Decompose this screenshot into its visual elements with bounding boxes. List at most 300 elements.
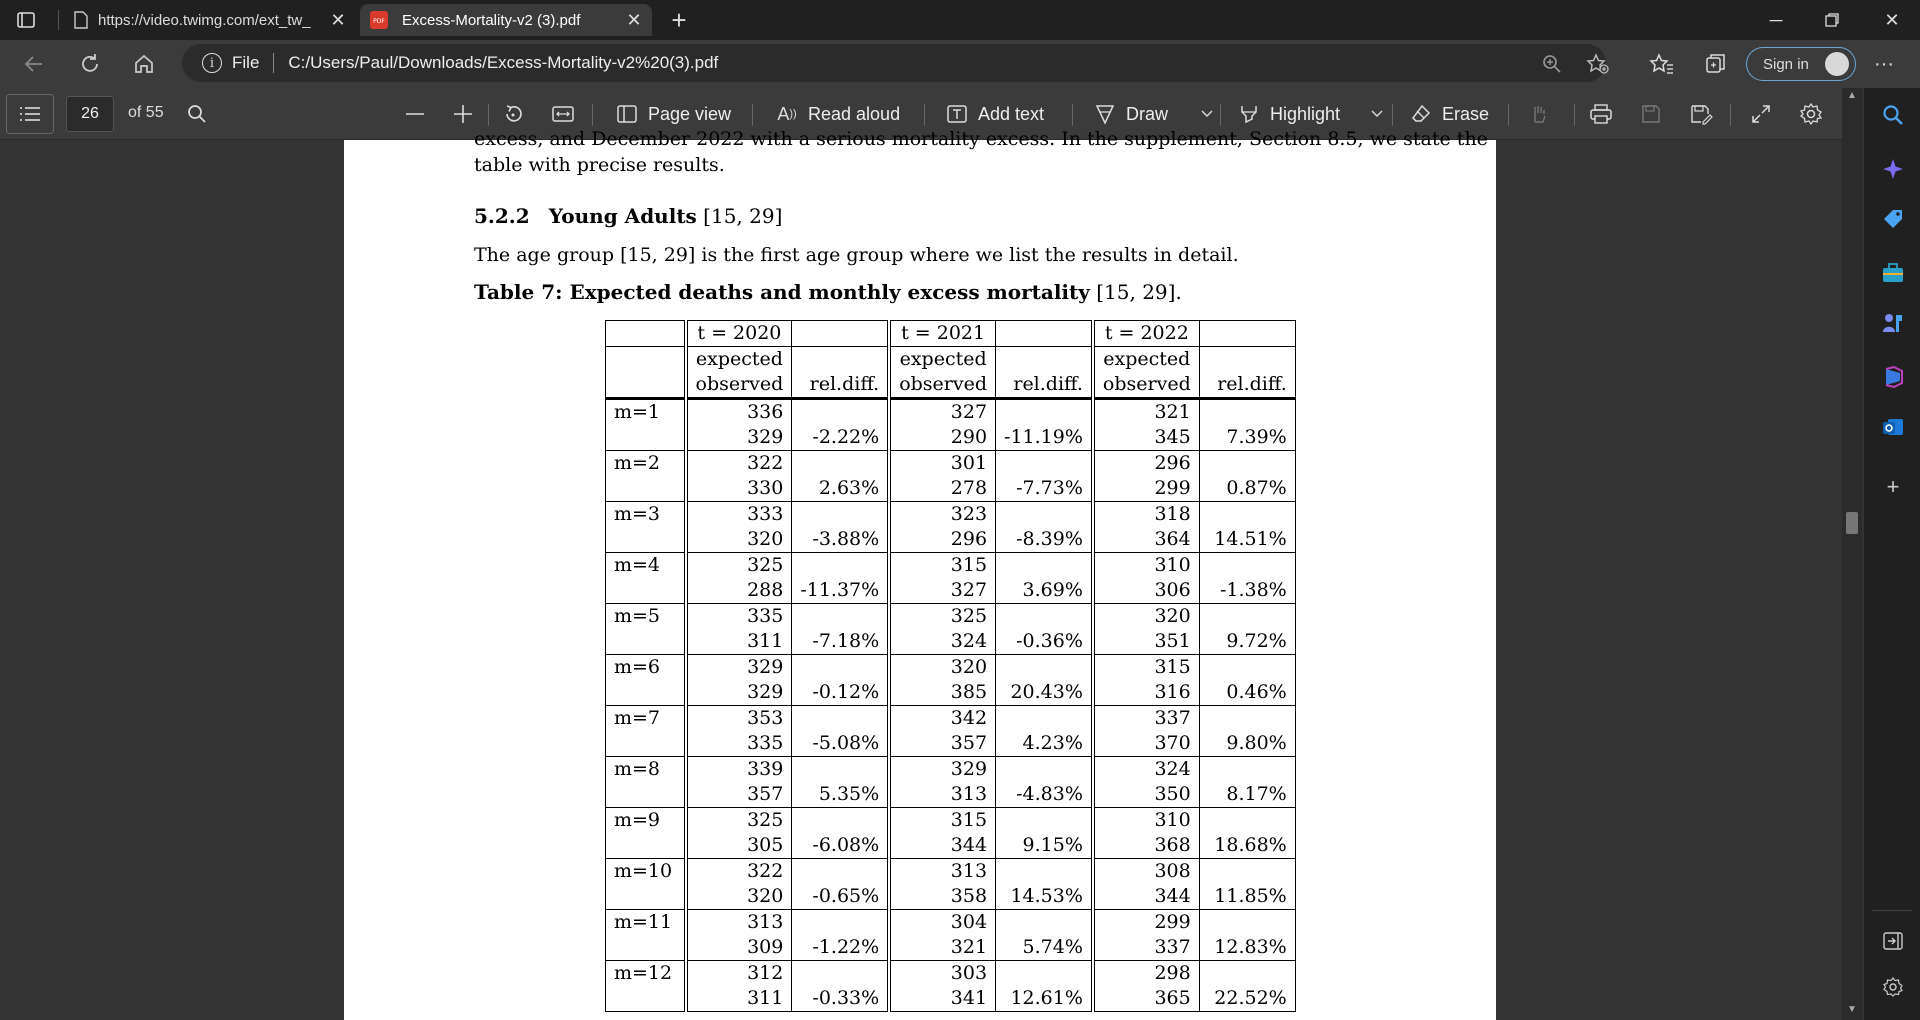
reldiff-cell (792, 655, 889, 706)
outlook-icon[interactable] (1880, 414, 1906, 440)
tab-actions-icon[interactable] (14, 8, 38, 32)
reldiff-value: 12.83% (1214, 936, 1287, 958)
reldiff-cell (996, 757, 1093, 808)
expand-icon (1748, 101, 1774, 127)
add-favorite-icon[interactable] (1584, 50, 1612, 78)
observed-value: 364 (1154, 528, 1191, 550)
section-range: [15, 29] (703, 204, 783, 228)
table-row (606, 706, 1296, 757)
list-icon (20, 107, 40, 121)
observed-value: 278 (950, 477, 988, 499)
reldiff-cell (996, 451, 1093, 502)
reldiff-value: 8.17% (1226, 783, 1287, 805)
chevron-down-icon (1194, 101, 1220, 127)
print-button[interactable] (1588, 98, 1622, 130)
expected-value: 327 (950, 401, 988, 423)
save-icon (1638, 101, 1664, 127)
expected-observed-cell (1093, 604, 1199, 655)
expected-value: 312 (747, 962, 784, 984)
table-header-row (606, 321, 1296, 347)
page-view-button[interactable] (614, 98, 731, 130)
expected-value: 342 (950, 707, 988, 729)
reldiff-value: 7.39% (1226, 426, 1287, 448)
add-sidebar-app-icon[interactable]: + (1886, 474, 1900, 499)
expected-label: expected (899, 348, 987, 370)
reldiff-cell (792, 706, 889, 757)
reldiff-value: 11.85% (1214, 885, 1287, 907)
table-row (606, 502, 1296, 553)
expected-observed-cell (686, 451, 792, 502)
edge-sidebar (1864, 88, 1920, 1020)
address-bar[interactable] (182, 44, 1606, 82)
reldiff-value: 9.15% (1022, 834, 1083, 856)
erase-button[interactable] (1408, 98, 1489, 130)
expected-observed-cell (889, 757, 995, 808)
expected-observed-cell (889, 502, 995, 553)
shopping-tag-icon[interactable] (1880, 206, 1906, 232)
fit-page-button[interactable] (550, 98, 584, 130)
toolbar-divider (1574, 104, 1575, 126)
read-aloud-button[interactable] (774, 98, 900, 130)
month-label: m=9 (606, 808, 686, 859)
observed-value: 320 (747, 885, 784, 907)
table-row (606, 655, 1296, 706)
back-button[interactable] (18, 48, 50, 80)
reldiff-value: 2.63% (818, 477, 880, 499)
reldiff-value: -7.18% (812, 630, 880, 652)
expected-observed-cell (1093, 961, 1199, 1012)
expected-value: 339 (747, 758, 784, 780)
tab-divider (58, 10, 59, 30)
toolbar-divider (1730, 104, 1731, 126)
more-icon[interactable]: ··· (1874, 52, 1894, 75)
month-label: m=11 (606, 910, 686, 961)
reldiff-cell (792, 553, 889, 604)
observed-value: 305 (747, 834, 784, 856)
month-label: m=8 (606, 757, 686, 808)
expected-observed-cell (686, 399, 792, 451)
tab-pdf[interactable] (360, 4, 652, 36)
expected-value: 301 (950, 452, 988, 474)
expected-observed-cell (1093, 451, 1199, 502)
reldiff-cell (996, 961, 1093, 1012)
svg-text:PDF: PDF (373, 18, 385, 25)
expected-observed-cell (889, 655, 995, 706)
observed-value: 311 (747, 630, 784, 652)
expected-value: 353 (747, 707, 784, 729)
reldiff-value: 4.23% (1022, 732, 1083, 754)
reldiff-value: -0.36% (1016, 630, 1083, 652)
search-icon[interactable] (1880, 102, 1906, 128)
expected-observed-header (889, 347, 995, 399)
reldiff-header: rel.diff. (1199, 347, 1295, 399)
observed-value: 341 (950, 987, 988, 1009)
reldiff-cell (996, 910, 1093, 961)
reldiff-cell (996, 399, 1093, 451)
observed-value: 345 (1154, 426, 1191, 448)
reldiff-cell (1199, 399, 1295, 451)
expected-observed-header (686, 347, 792, 399)
expected-observed-cell (686, 961, 792, 1012)
hide-sidebar-icon[interactable] (1880, 928, 1906, 954)
reldiff-value: 20.43% (1010, 681, 1083, 703)
cut-off-text-line: excess, and December 2022 with a serious mortality excess. In the supplement, Section 8.5, we state the (474, 128, 1488, 150)
observed-value: 299 (1154, 477, 1191, 499)
year-header: t = 2021 (889, 321, 995, 347)
fullscreen-button[interactable] (1748, 98, 1782, 130)
reldiff-value: 5.74% (1022, 936, 1083, 958)
reldiff-cell (792, 808, 889, 859)
observed-value: 337 (1154, 936, 1191, 958)
header-blank (1199, 321, 1295, 347)
restore-button[interactable] (1804, 0, 1860, 40)
toolbar-divider (1220, 104, 1221, 126)
hand-icon (1526, 101, 1552, 127)
paragraph: The age group [15, 29] is the first age group where we list the results in detail. (474, 244, 1239, 266)
rotate-icon (500, 101, 526, 127)
vertical-scrollbar[interactable] (1842, 88, 1862, 1020)
favorites-icon[interactable] (1648, 50, 1676, 78)
expected-value: 313 (747, 911, 784, 933)
expected-observed-cell (889, 961, 995, 1012)
expected-value: 325 (747, 809, 784, 831)
month-label: m=5 (606, 604, 686, 655)
scrollbar-thumb[interactable] (1846, 512, 1858, 534)
highlight-label: Highlight (1270, 103, 1341, 124)
sidebar-settings-icon[interactable] (1880, 974, 1906, 1000)
settings-button[interactable] (1798, 98, 1832, 130)
reldiff-cell (792, 757, 889, 808)
observed-value: 335 (747, 732, 784, 754)
observed-value: 316 (1154, 681, 1191, 703)
expected-observed-cell (889, 910, 995, 961)
toolbar-divider (488, 104, 489, 126)
chevron-down-icon (1364, 101, 1390, 127)
save-button (1638, 98, 1672, 130)
observed-value: 296 (950, 528, 988, 550)
observed-value: 385 (950, 681, 988, 703)
tools-briefcase-icon[interactable] (1880, 260, 1906, 286)
expected-value: 325 (950, 605, 988, 627)
sign-in-button[interactable] (1746, 47, 1856, 81)
tab-title: Excess-Mortality-v2 (3).pdf (402, 11, 581, 29)
reldiff-value: 9.80% (1226, 732, 1287, 754)
minus-icon (402, 101, 428, 127)
section-title: Young Adults (548, 204, 697, 228)
copilot-sparkle-icon[interactable] (1880, 156, 1906, 182)
toolbar-divider (924, 104, 925, 126)
month-label: m=6 (606, 655, 686, 706)
observed-label: observed (695, 373, 784, 395)
expected-value: 298 (1154, 962, 1191, 984)
reldiff-value: -6.08% (812, 834, 880, 856)
draw-button[interactable] (1092, 98, 1168, 130)
page-number-input[interactable]: 26 (66, 96, 114, 132)
new-tab-button[interactable]: + (671, 4, 687, 35)
header-blank (606, 347, 686, 399)
expected-value: 322 (747, 860, 784, 882)
microsoft-365-icon[interactable] (1880, 364, 1906, 390)
expected-value: 336 (747, 401, 784, 423)
reldiff-value: -7.73% (1016, 477, 1083, 499)
table-row (606, 961, 1296, 1012)
observed-value: 321 (950, 936, 988, 958)
read-aloud-label: Read aloud (808, 103, 901, 124)
expected-observed-cell (686, 706, 792, 757)
header-blank (792, 321, 889, 347)
file-icon (74, 11, 88, 29)
toolbar-divider (592, 104, 593, 126)
observed-value: 344 (1154, 885, 1191, 907)
reldiff-value: -3.88% (812, 528, 880, 550)
add-text-icon (944, 101, 970, 127)
expected-value: 337 (1154, 707, 1191, 729)
observed-value: 327 (950, 579, 988, 601)
expected-label: expected (1103, 348, 1191, 370)
touch-write-button (1526, 98, 1560, 130)
refresh-button[interactable] (74, 48, 106, 80)
close-window-button[interactable]: ✕ (1884, 9, 1900, 30)
reldiff-value: -11.37% (800, 579, 880, 601)
expected-observed-cell (889, 399, 995, 451)
expected-observed-cell (889, 451, 995, 502)
expected-value: 304 (950, 911, 988, 933)
reldiff-cell (792, 451, 889, 502)
reldiff-cell (1199, 451, 1295, 502)
expected-value: 310 (1154, 809, 1191, 831)
observed-value: 324 (950, 630, 988, 652)
page-view-label: Page view (648, 103, 732, 124)
collections-icon[interactable] (1702, 50, 1730, 78)
expected-observed-cell (686, 502, 792, 553)
reldiff-value: -2.22% (812, 426, 880, 448)
reldiff-cell (996, 502, 1093, 553)
reldiff-cell (996, 859, 1093, 910)
year-header: t = 2020 (686, 321, 792, 347)
table-row (606, 910, 1296, 961)
expected-observed-cell (1093, 706, 1199, 757)
reldiff-value: -5.08% (812, 732, 880, 754)
observed-value: 306 (1154, 579, 1191, 601)
expected-value: 325 (747, 554, 784, 576)
table-caption (474, 280, 1182, 304)
expected-observed-cell (1093, 757, 1199, 808)
reldiff-header: rel.diff. (996, 347, 1093, 399)
expected-observed-cell (889, 859, 995, 910)
observed-value: 329 (747, 426, 784, 448)
fit-width-icon (550, 101, 576, 127)
add-text-label: Add text (978, 103, 1045, 124)
expected-observed-cell (889, 604, 995, 655)
observed-value: 309 (747, 936, 784, 958)
sidebar-divider (1872, 910, 1912, 911)
toolbar-divider (1392, 104, 1393, 126)
reldiff-value: -0.12% (812, 681, 880, 703)
search-icon (184, 101, 210, 127)
reldiff-header: rel.diff. (792, 347, 889, 399)
observed-value: 350 (1154, 783, 1191, 805)
close-icon[interactable]: ✕ (330, 9, 346, 30)
reldiff-cell (792, 961, 889, 1012)
observed-value: 329 (747, 681, 784, 703)
reldiff-cell (1199, 604, 1295, 655)
info-icon[interactable]: i (202, 53, 222, 73)
zoom-in-button[interactable] (450, 98, 484, 130)
reldiff-value: 14.53% (1010, 885, 1083, 907)
observed-value: 370 (1154, 732, 1191, 754)
header-blank (996, 321, 1093, 347)
reldiff-cell (792, 399, 889, 451)
address-scheme: File (232, 53, 260, 72)
reldiff-cell (792, 604, 889, 655)
expected-label: expected (695, 348, 783, 370)
avatar (1825, 52, 1849, 76)
expected-value: 315 (950, 809, 988, 831)
reldiff-value: 5.35% (818, 783, 880, 805)
eraser-icon (1408, 101, 1434, 127)
save-as-button[interactable] (1688, 98, 1722, 130)
expected-value: 315 (950, 554, 988, 576)
close-icon[interactable]: ✕ (626, 9, 642, 30)
observed-value: 330 (747, 477, 784, 499)
month-label: m=1 (606, 399, 686, 451)
expected-observed-cell (1093, 655, 1199, 706)
page-count: of 55 (128, 104, 164, 121)
expected-observed-cell (1093, 859, 1199, 910)
reldiff-value: -1.22% (812, 936, 880, 958)
save-as-icon (1688, 101, 1714, 127)
reldiff-cell (1199, 655, 1295, 706)
reldiff-cell (996, 553, 1093, 604)
add-text-button[interactable] (944, 98, 1044, 130)
section-number: 5.2.2 (474, 204, 530, 228)
expected-observed-cell (686, 655, 792, 706)
year-header: t = 2022 (1093, 321, 1199, 347)
observed-value: 313 (950, 783, 988, 805)
expected-observed-cell (889, 706, 995, 757)
reldiff-value: -4.83% (1016, 783, 1083, 805)
observed-value: 311 (747, 987, 784, 1009)
draw-label: Draw (1126, 103, 1169, 124)
expected-value: 321 (1154, 401, 1191, 423)
caption-label: Table 7: Expected deaths and monthly excess mortality (474, 280, 1090, 304)
observed-value: 320 (747, 528, 784, 550)
gear-icon (1798, 101, 1824, 127)
expected-observed-cell (1093, 808, 1199, 859)
plus-icon (450, 101, 476, 127)
observed-label: observed (899, 373, 988, 395)
expected-value: 303 (950, 962, 988, 984)
reldiff-value: -1.38% (1219, 579, 1287, 601)
zoom-icon[interactable] (1538, 50, 1566, 78)
reldiff-cell (1199, 706, 1295, 757)
expected-value: 299 (1154, 911, 1191, 933)
expected-value: 323 (950, 503, 988, 525)
expected-value: 322 (747, 452, 784, 474)
home-button[interactable] (128, 48, 160, 80)
scroll-up-icon[interactable]: ▲ (1847, 90, 1857, 101)
expected-observed-header (1093, 347, 1199, 399)
reldiff-value: -0.65% (812, 885, 880, 907)
section-heading (474, 204, 782, 228)
observed-value: 288 (747, 579, 784, 601)
reldiff-cell (1199, 502, 1295, 553)
minimize-button[interactable]: ─ (1769, 9, 1783, 30)
table-row (606, 757, 1296, 808)
expected-value: 313 (950, 860, 988, 882)
highlighter-icon (1236, 101, 1262, 127)
highlight-button[interactable] (1236, 98, 1340, 130)
expected-observed-cell (1093, 399, 1199, 451)
reldiff-cell (1199, 757, 1295, 808)
reldiff-cell (792, 910, 889, 961)
reldiff-value: 9.72% (1226, 630, 1287, 652)
toolbar-divider (752, 104, 753, 126)
expected-observed-cell (686, 553, 792, 604)
table-row (606, 808, 1296, 859)
reldiff-cell (792, 859, 889, 910)
month-label: m=4 (606, 553, 686, 604)
observed-value: 357 (747, 783, 784, 805)
reldiff-value: 18.68% (1214, 834, 1287, 856)
month-label: m=3 (606, 502, 686, 553)
reldiff-cell (792, 502, 889, 553)
reldiff-cell (1199, 859, 1295, 910)
expected-value: 333 (747, 503, 784, 525)
address-row (0, 40, 1920, 88)
printer-icon (1588, 101, 1614, 127)
erase-label: Erase (1442, 103, 1490, 124)
expected-value: 320 (1154, 605, 1191, 627)
pdf-icon (370, 11, 388, 29)
reldiff-value: 0.46% (1226, 681, 1287, 703)
reldiff-value: -8.39% (1016, 528, 1083, 550)
expected-value: 310 (1154, 554, 1191, 576)
observed-value: 351 (1154, 630, 1191, 652)
month-label: m=12 (606, 961, 686, 1012)
reldiff-cell (996, 655, 1093, 706)
expected-value: 308 (1154, 860, 1191, 882)
address-url[interactable]: C:/Users/Paul/Downloads/Excess-Mortality-v2%20(3).pdf (288, 53, 719, 72)
toolbar-divider (1072, 104, 1073, 126)
tab-bar (0, 0, 1920, 40)
expected-value: 320 (950, 656, 988, 678)
table-row (606, 859, 1296, 910)
reldiff-cell (1199, 910, 1295, 961)
zoom-out-button[interactable] (402, 98, 436, 130)
reldiff-value: 12.61% (1010, 987, 1083, 1009)
contents-button[interactable] (6, 94, 54, 134)
expected-observed-cell (686, 910, 792, 961)
read-aloud-icon: A )) (777, 103, 797, 124)
table-subheader-row (606, 347, 1296, 399)
header-blank (606, 321, 686, 347)
expected-observed-cell (686, 757, 792, 808)
page-view-icon (614, 101, 640, 127)
expected-value: 329 (950, 758, 988, 780)
games-icon[interactable] (1880, 310, 1906, 336)
scroll-down-icon[interactable]: ▼ (1847, 1004, 1857, 1015)
table-row (606, 553, 1296, 604)
search-button[interactable] (184, 98, 218, 130)
draw-options-dropdown[interactable] (1194, 98, 1228, 130)
rotate-button[interactable] (500, 98, 534, 130)
expected-value: 315 (1154, 656, 1191, 678)
month-label: m=2 (606, 451, 686, 502)
expected-observed-cell (889, 808, 995, 859)
reldiff-value: -0.33% (812, 987, 880, 1009)
tab-video[interactable] (64, 4, 356, 36)
